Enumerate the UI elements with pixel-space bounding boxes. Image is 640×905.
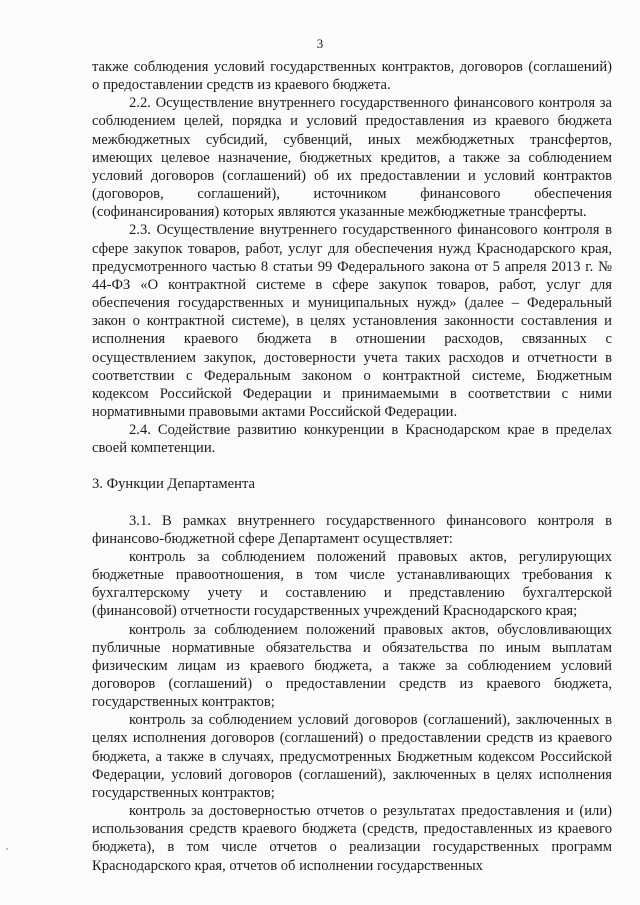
section-heading: 3. Функции Департамента [92, 476, 255, 493]
list-item-control-reports: контроль за достоверностью отчетов о результатах предоставления и (или) использования средств краевого бюджета (средств, предоставленных из краевого бюджета), в том числе отчетов о реализации государственных программ Краснодарского края, отчетов об исполнении государственных [92, 803, 612, 874]
paragraph-continuation: также соблюдения условий государственных контрактов, договоров (соглашений) о предоставлении средств из краевого бюджета. [92, 59, 612, 94]
paragraph-2-2: 2.2. Осуществление внутреннего государственного финансового контроля за соблюдением целей, порядка и условий предоставления из краевого бюджета межбюджетных субсидий, субвенций, иных межбюджетных трансфертов, имеющих целевое назначение, бюджетных кредитов, а также за соблюдением условий договоров (соглашений) об их предоставлении и условий контрактов (договоров, соглашений), источником финансового обеспечения (софинансирования) которых являются указанные межбюджетные трансферты. [92, 95, 612, 221]
paragraph-2-3: 2.3. Осуществление внутреннего государственного финансового контроля в сфере закупок товаров, работ, услуг для обеспечения нужд Краснодарского края, предусмотренного частью 8 статьи 99 Федерального закона от 5 апреля 2013 г. № 44-ФЗ «О контрактной системе в сфере закупок товаров, работ, услуг для обеспечения государственных и муниципальных нужд» (далее – Федеральный закон о контрактной системе), в целях установления законности составления и исполнения краевого бюджета в отношении расходов, связанных с осуществлением закупок, достоверности учета таких расходов и отчетности в соответствии с Федеральным законом о контрактной системе, Бюджетным кодексом Российской Федерации и принимаемыми в соответствии с ними нормативными правовыми актами Российской Федерации. [92, 222, 612, 420]
list-item-control-public-obligations: контроль за соблюдением положений правовых актов, обусловливающих публичные нормативные обязательства и обязательства по иным выплатам физическим лицам из краевого бюджета, а также за соблюдением условий договоров (соглашений) о предоставлении средств из краевого бюджета, государственных контрактов; [92, 621, 612, 711]
scan-artifact [6, 848, 8, 850]
list-item-control-agreements: контроль за соблюдением условий договоров (соглашений), заключенных в целях исполнения договоров (соглашений) о предоставлении средств из краевого бюджета, а также в случаях, предусмотренных Бюджетным кодексом Российской Федерации, условий договоров (соглашений), заключенных в целях исполнения государственных контрактов; [92, 712, 612, 801]
paragraph-3-1: 3.1. В рамках внутреннего государственного финансового контроля в финансово-бюджетной сфере Департамент осуществляет: [92, 512, 612, 547]
document-body [92, 58, 612, 875]
list-item-control-legal-acts: контроль за соблюдением положений правовых актов, регулирующих бюджетные правоотношения, в том числе устанавливающих требования к бухгалтерскому учету и составлению и представлению бухгалтерской (финансовой) отчетности государственных учреждений Краснодарского края; [92, 548, 612, 620]
paragraph-2-4: 2.4. Содействие развитию конкуренции в Краснодарском крае в пределах своей компетенции. [92, 422, 612, 457]
page-number: 3 [316, 36, 324, 51]
